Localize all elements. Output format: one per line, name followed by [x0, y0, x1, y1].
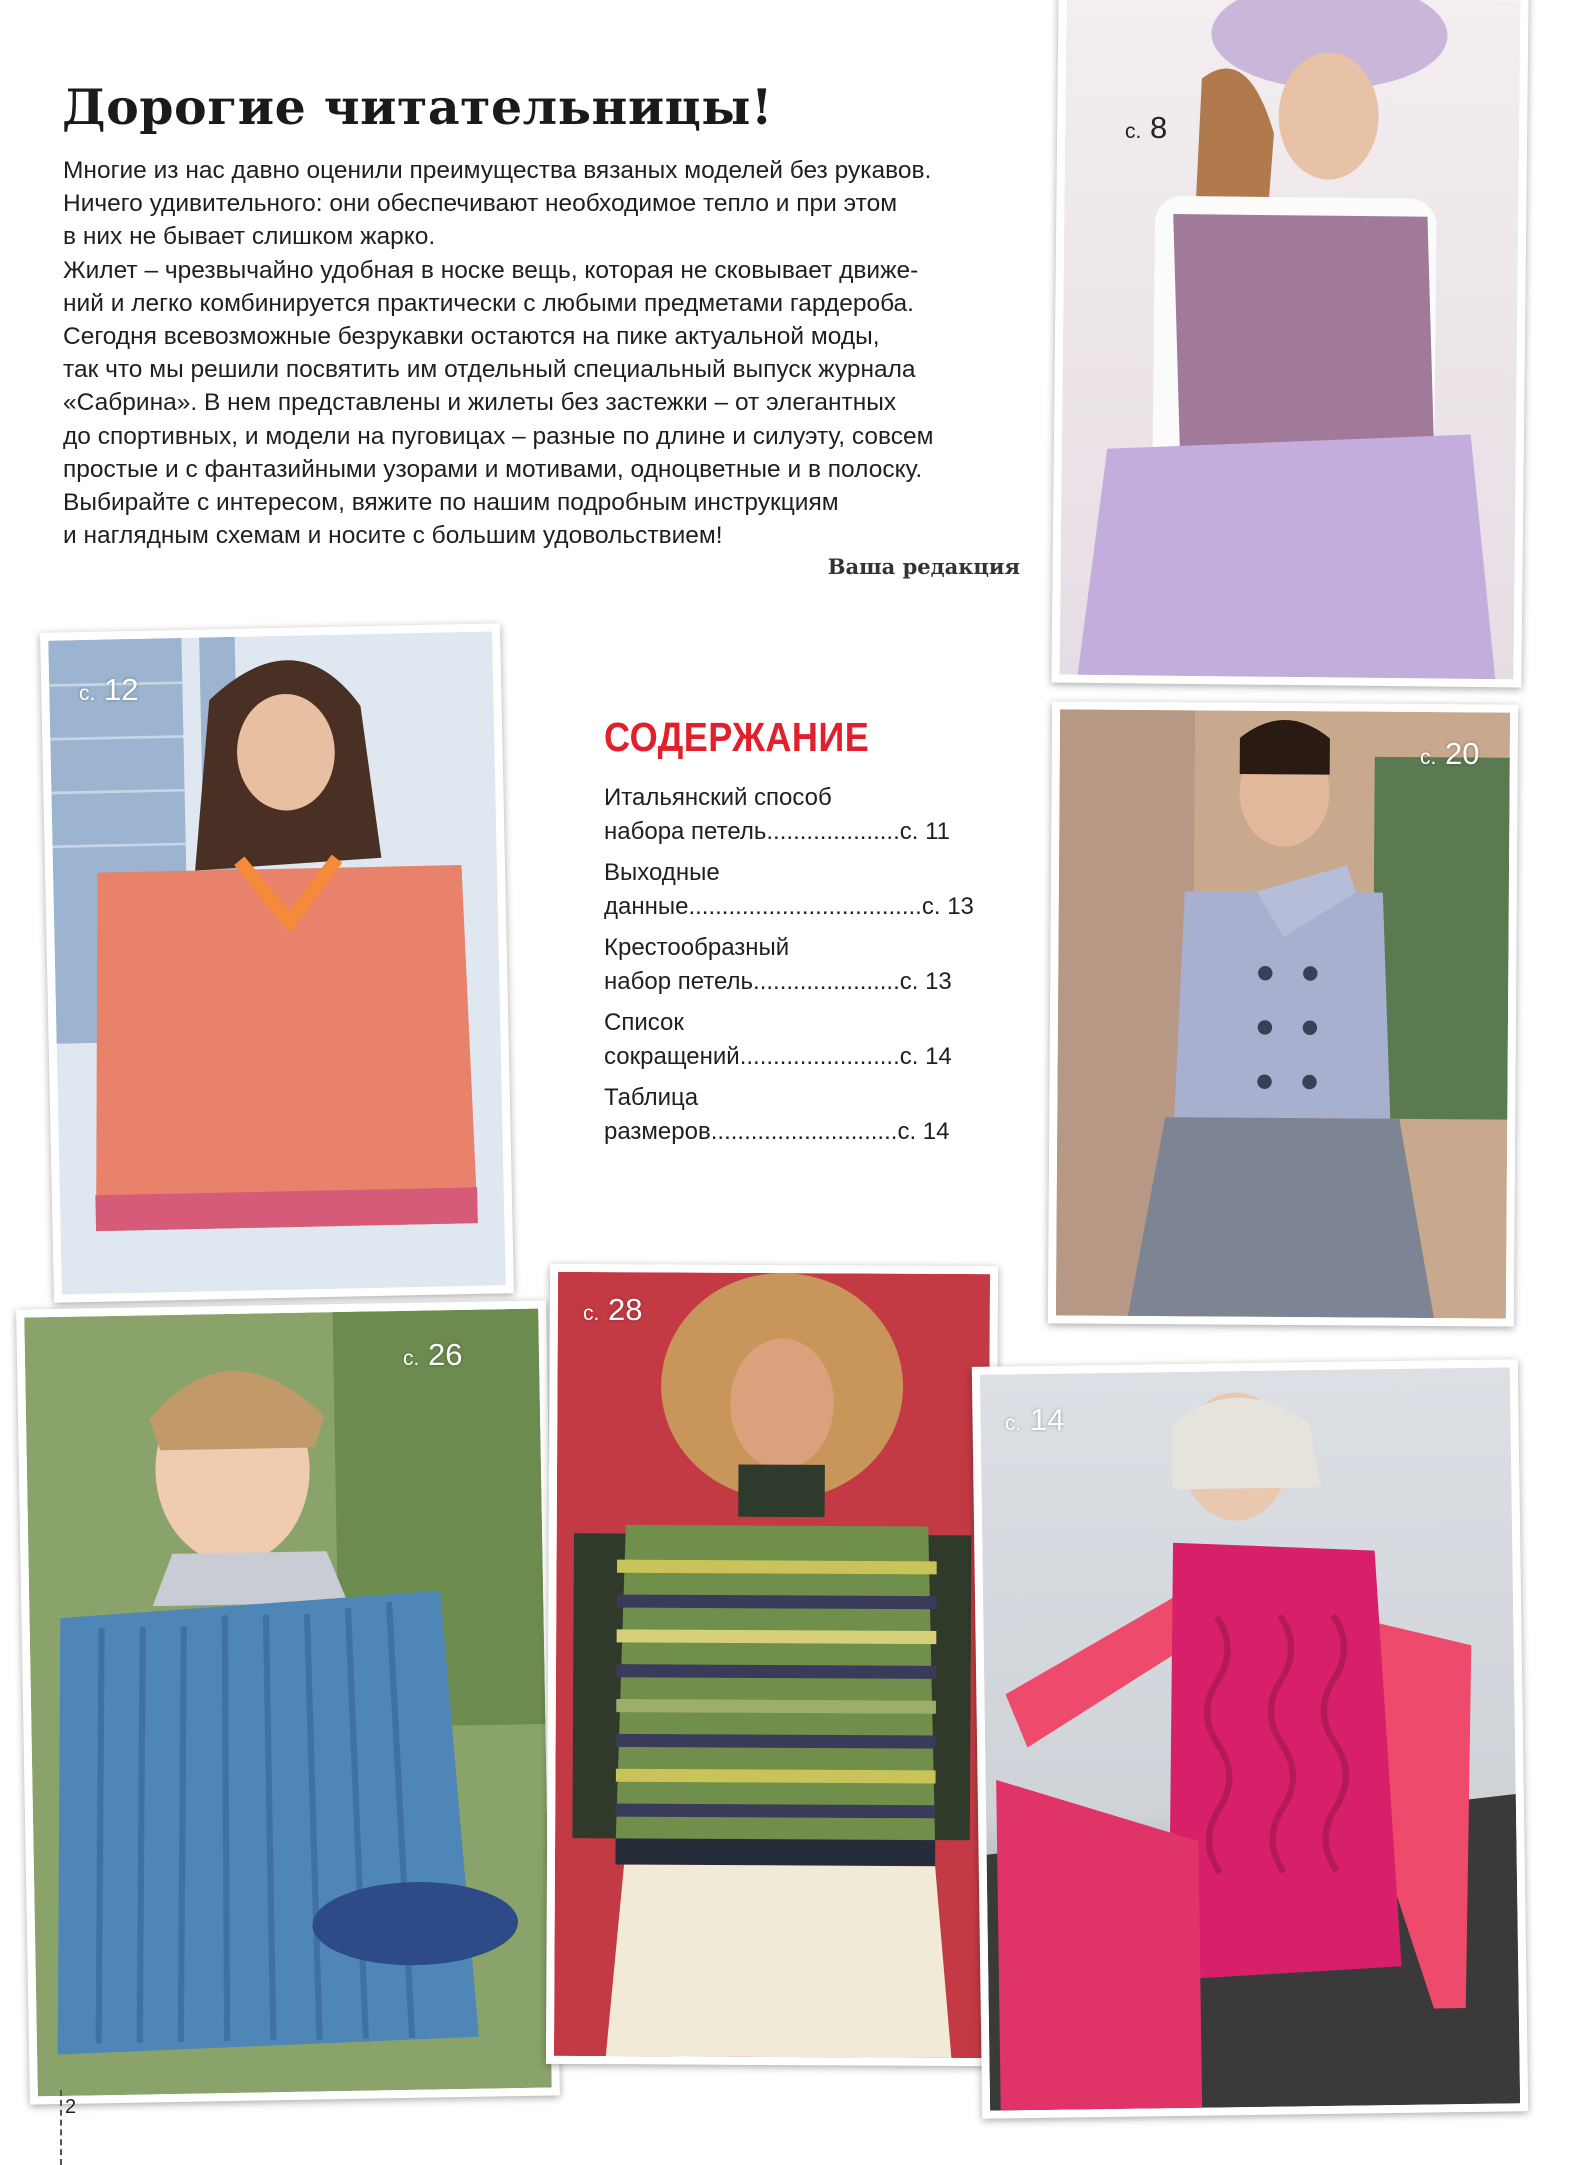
toc-page-ref: с. 14 [897, 1117, 950, 1145]
toc-dot-leader: ................................... [688, 892, 922, 920]
photo-blue-buttoned-vest-image [1056, 709, 1510, 1318]
page-title: Дорогие читательницы! [62, 78, 773, 136]
photo-coral-poncho-image [48, 631, 506, 1294]
toc-item-title: набора петель [604, 817, 767, 845]
page-ref-28: с. 28 [583, 1292, 643, 1327]
toc-item-title: Выходные [604, 859, 720, 886]
intro-line: в них не бывает слишком жарко. [63, 223, 436, 251]
toc-item [604, 781, 1024, 848]
photo-coral-poncho [40, 623, 514, 1302]
intro-text [63, 154, 1063, 552]
intro-line: и наглядным схемам и носите с большим удовольствием! [63, 522, 723, 550]
toc-title: СОДЕРЖАНИЕ [604, 714, 870, 760]
toc-item [604, 856, 1024, 923]
intro-line: простые и с фантазийными узорами и мотивами, одноцветные и в полоску. [63, 455, 923, 483]
intro-line: Многие из нас давно оценили преимущества вязаных моделей без рукавов. [63, 157, 932, 184]
toc-item [604, 1081, 1024, 1148]
toc-dot-leader: ............................ [710, 1117, 898, 1145]
page-ref-20: с. 20 [1420, 736, 1480, 771]
toc-page-ref: с. 14 [899, 1042, 952, 1070]
intro-line: до спортивных, и модели на пуговицах – разные по длине и силуэту, совсем [63, 422, 934, 450]
toc-page-ref: с. 13 [921, 892, 974, 920]
toc-page-ref: с. 11 [899, 817, 950, 845]
page-ref-12: с. 12 [79, 672, 139, 707]
toc-item-title: сокращений [604, 1042, 740, 1070]
intro-line: Сегодня всевозможные безрукавки остаются на пике актуальной моды, [63, 323, 880, 351]
photo-striped-vest [546, 1264, 998, 2066]
photo-blue-ribbed-vest-image [24, 1309, 552, 2097]
photo-striped-vest-image [554, 1272, 990, 2058]
intro-line: Выбирайте с интересом, вяжите по нашим подробным инструкциям [63, 489, 839, 517]
toc-item-title: данные [604, 892, 689, 920]
page-margin-rule [60, 2090, 62, 2165]
intro-line: «Сабрина». В нем представлены и жилеты без застежки – от элегантных [63, 389, 897, 417]
toc-item-title: Итальянский способ [604, 784, 832, 811]
table-of-contents [604, 714, 1024, 1156]
intro-line: Ничего удивительного: они обеспечивают необходимое тепло и при этом [63, 190, 898, 218]
photo-blue-buttoned-vest [1048, 701, 1518, 1326]
page-number: 2 [65, 2096, 77, 2118]
photo-blue-ribbed-vest [16, 1300, 560, 2104]
photo-magenta-vest [972, 1359, 1528, 2119]
toc-item-title: набор петель [604, 967, 754, 995]
toc-dot-leader: .................... [766, 817, 900, 845]
intro-line: ний и легко комбинируется практически с любыми предметами гардероба. [63, 289, 914, 317]
page-ref-8: с. 8 [1125, 110, 1168, 145]
toc-item [604, 1006, 1024, 1073]
toc-dot-leader: ........................ [739, 1042, 900, 1070]
toc-dot-leader: ...................... [753, 967, 900, 995]
toc-item-title: размеров [604, 1117, 711, 1145]
page-ref-14: с. 14 [1005, 1402, 1065, 1437]
toc-item-title: Крестообразный [604, 934, 790, 961]
toc-page-ref: с. 13 [899, 967, 952, 995]
photo-lilac-vest-image [1059, 0, 1520, 679]
photo-lilac-vest [1051, 0, 1528, 687]
page-ref-26: с. 26 [403, 1337, 463, 1372]
toc-item-title: Список [604, 1009, 684, 1036]
toc-item [604, 931, 1024, 998]
editorial-signature: Ваша редакция [827, 554, 1020, 579]
toc-item-title: Таблица [604, 1084, 699, 1111]
intro-line: так что мы решили посвятить им отдельный специальный выпуск журнала [63, 356, 916, 384]
photo-magenta-vest-image [980, 1367, 1520, 2110]
intro-line: Жилет – чрезвычайно удобная в носке вещь, которая не сковывает движе- [63, 256, 919, 284]
